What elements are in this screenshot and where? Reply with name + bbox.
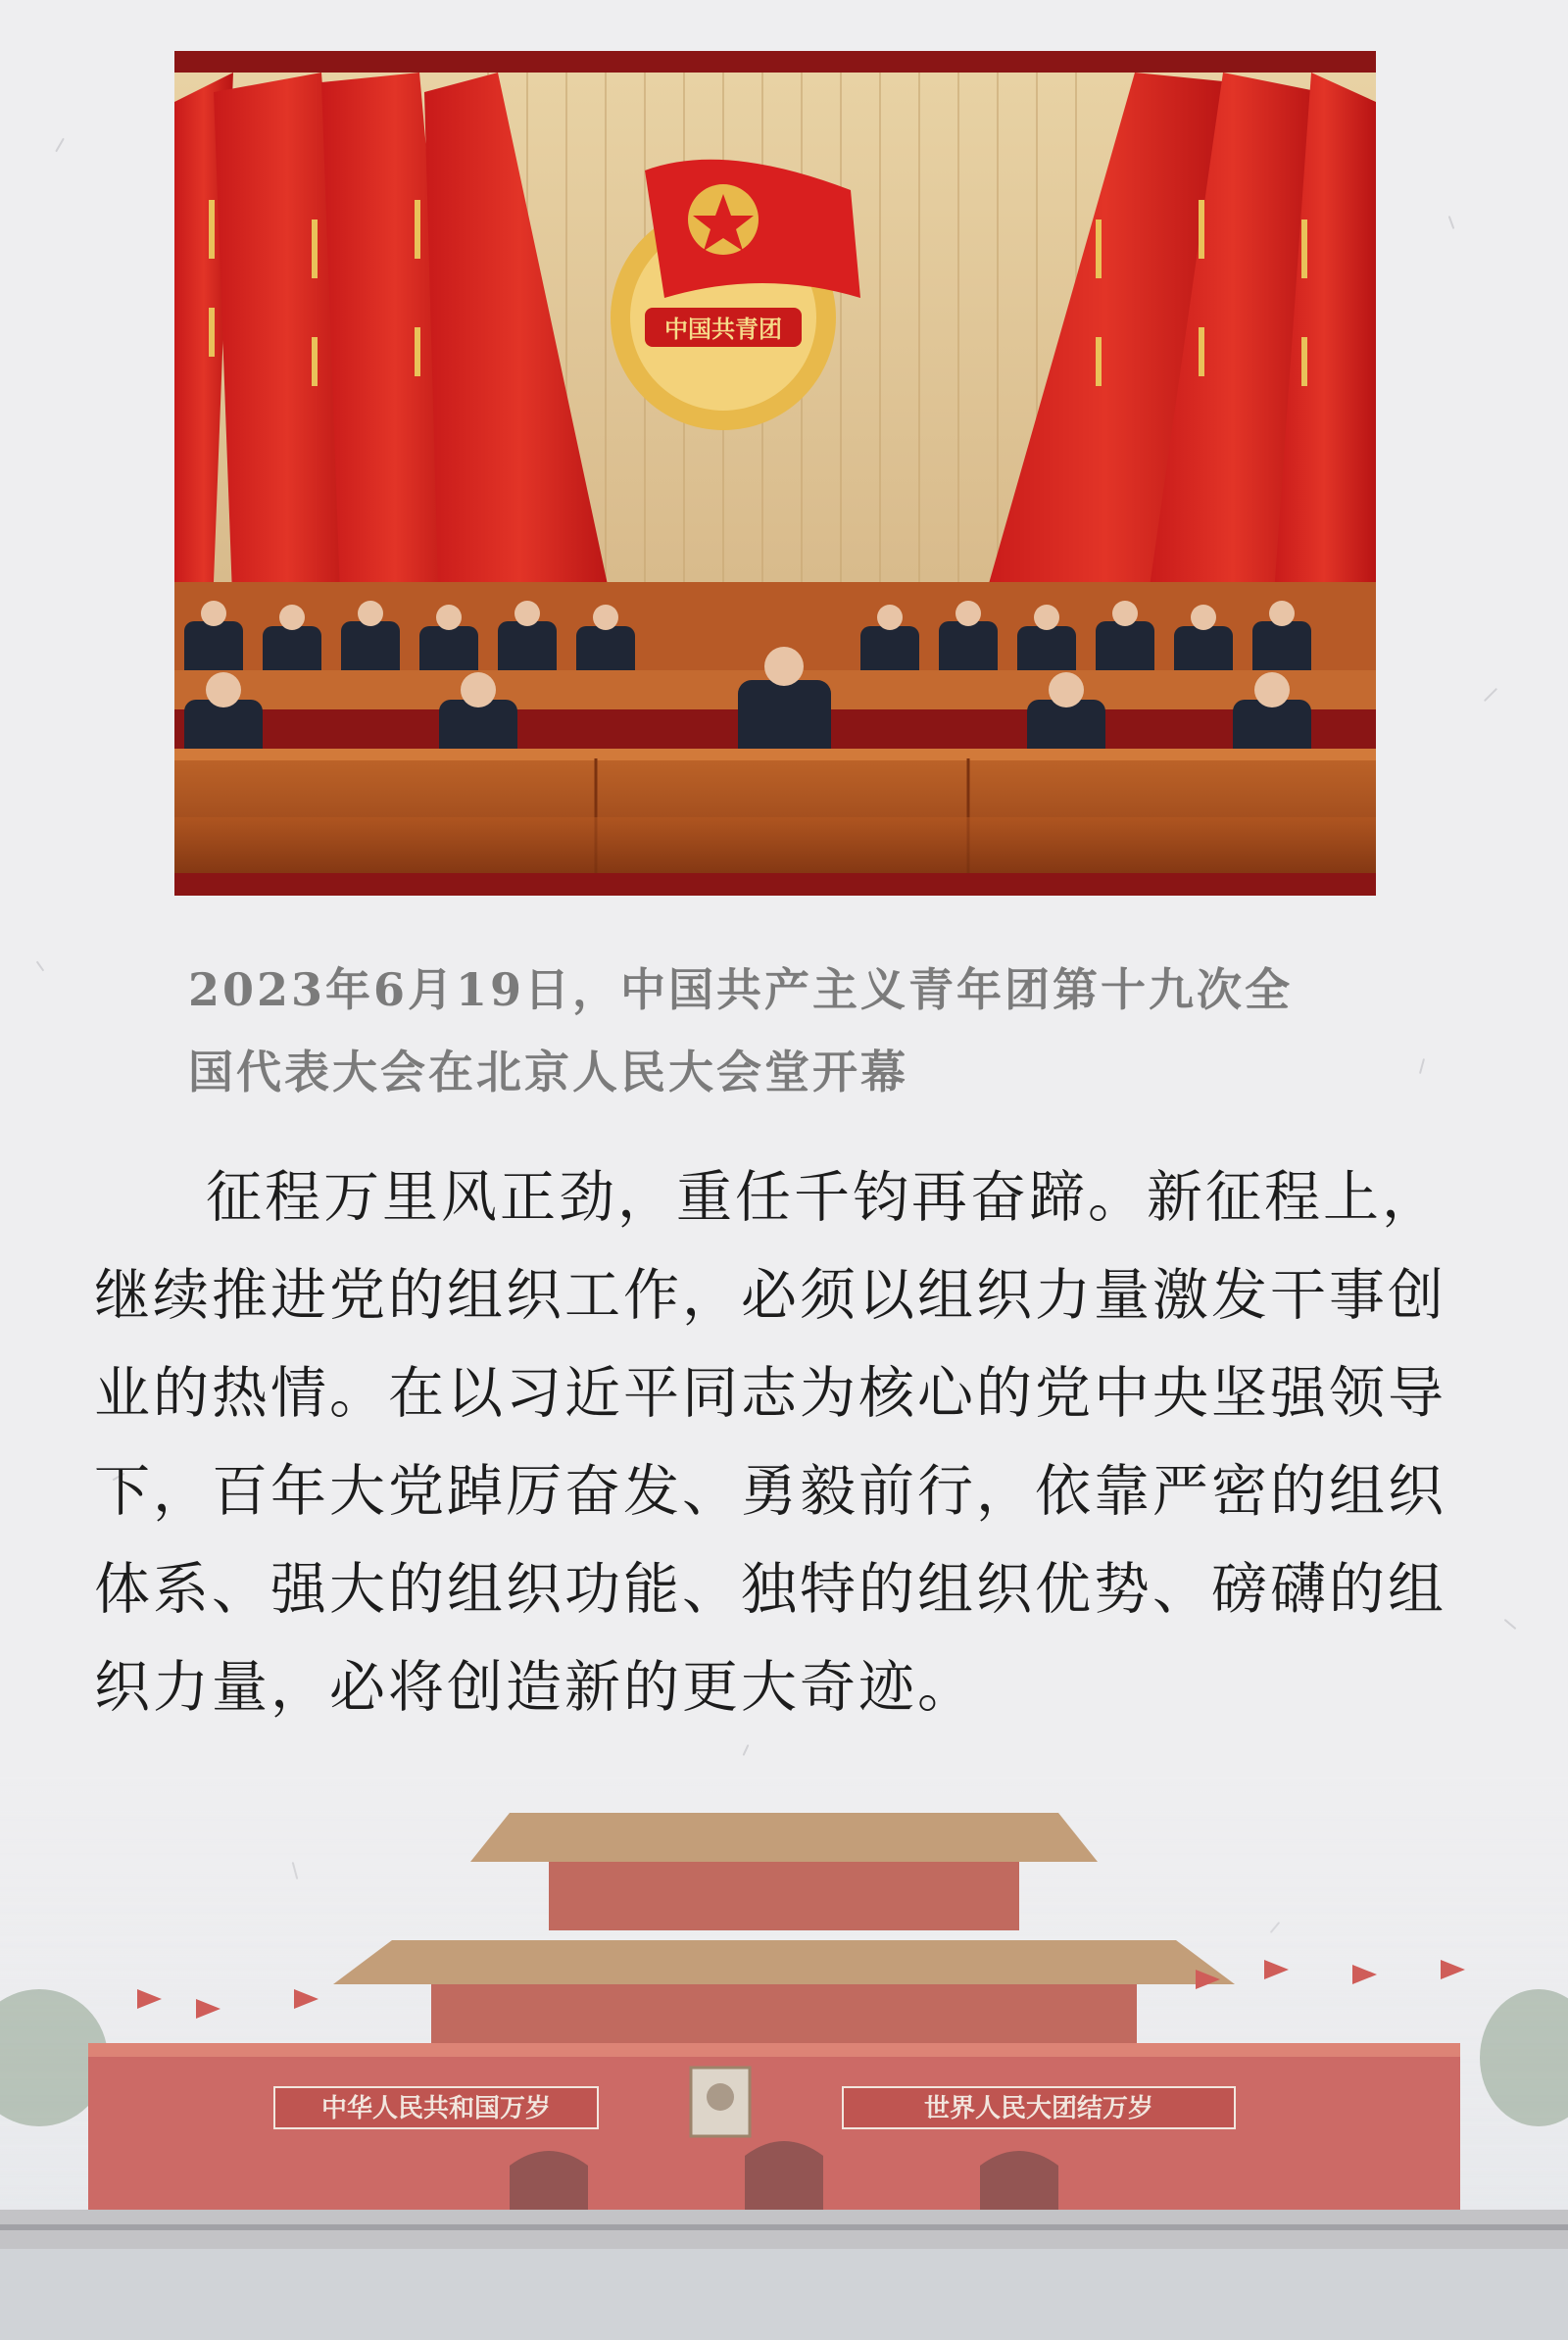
svg-text:中国共青团: 中国共青团 [664, 315, 782, 343]
speckle [1419, 1058, 1425, 1074]
speckle [1448, 216, 1455, 229]
body-paragraph: 征程万里风正劲，重任千钧再奋蹄。新征程上，继续推进党的组织工作，必须以组织力量激发干事创业的热情。在以习近平同志为核心的党中央坚强领导下，百年大党踔厉奋发、勇毅前行，依靠严密的组织体系、强大的组织功能、独特的组织优势、磅礴的组织力量，必将创造新的更大奇迹。 [94, 1165, 1446, 1720]
caption-line-1: 2023年6月19日，中国共产主义青年团第十九次全 [188, 963, 1294, 1016]
banner-left: 中华人民共和国万岁 [320, 2094, 552, 2123]
speckle [1484, 688, 1497, 702]
tiananmen-illustration [0, 1764, 1568, 2340]
speckle [1504, 1619, 1517, 1630]
conference-photo [174, 73, 1376, 873]
photo-frame [174, 51, 1376, 896]
speckle [55, 138, 65, 153]
speckle [36, 961, 45, 972]
body-text [94, 1148, 1495, 1736]
photo-caption [188, 949, 1384, 1113]
caption-line-2: 国代表大会在北京人民大会堂开幕 [188, 1046, 908, 1098]
speckle [743, 1744, 750, 1756]
banner-right: 世界人民大团结万岁 [923, 2094, 1154, 2123]
